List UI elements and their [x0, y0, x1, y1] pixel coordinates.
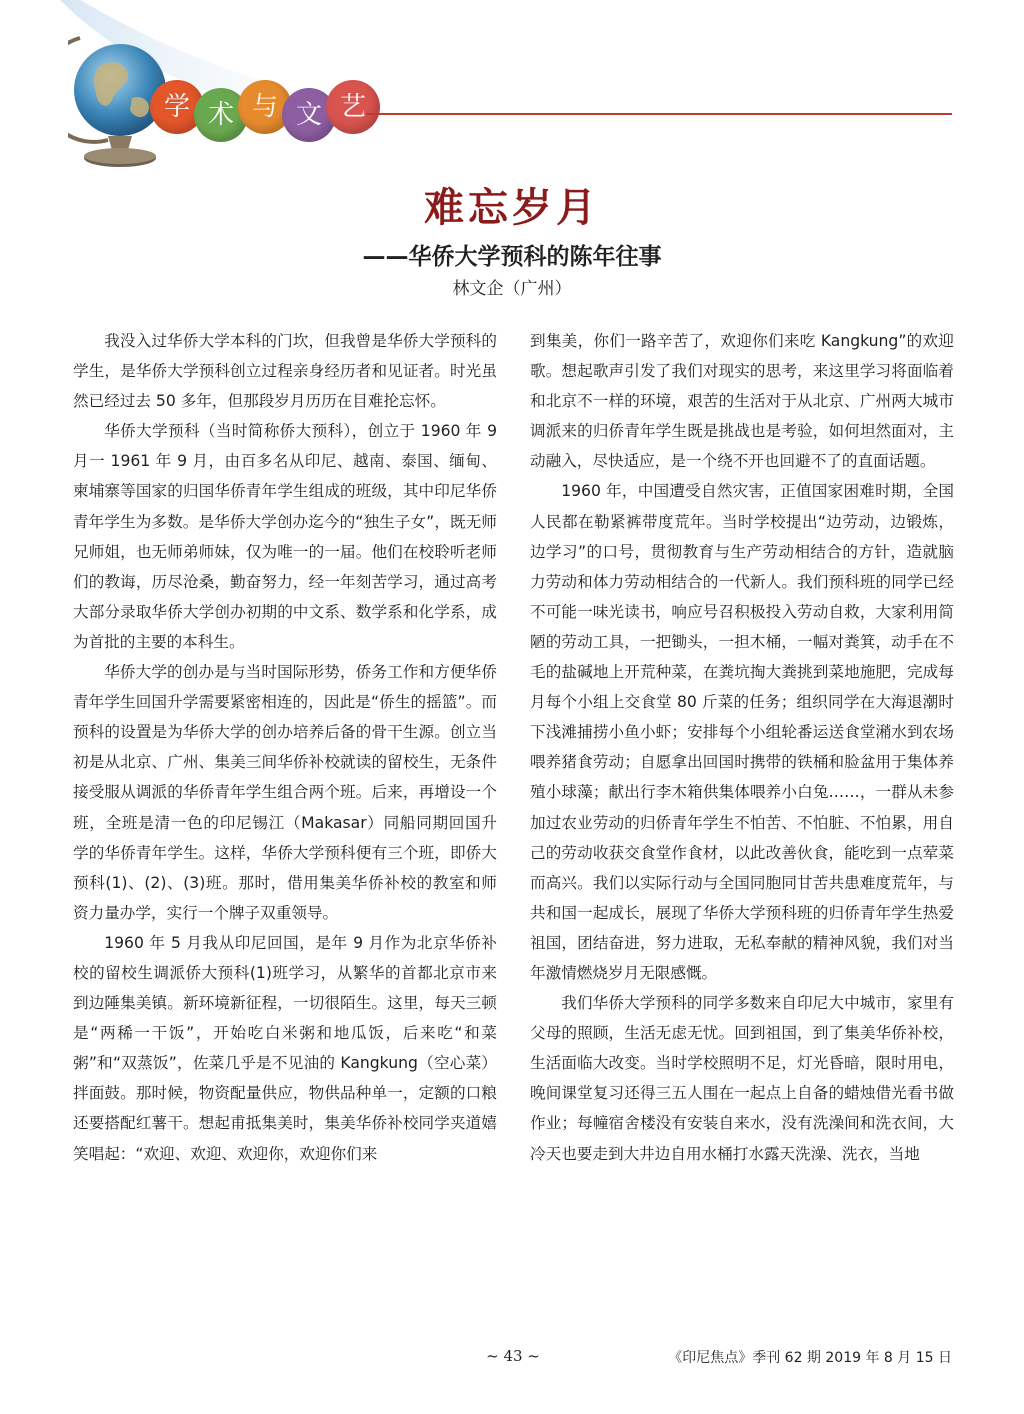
section-char: 与 — [238, 80, 292, 134]
paragraph: 1960 年 5 月我从印尼回国，是年 9 月作为北京华侨补校的留校生调派侨大预科(1)班学习，从繁华的首都北京市来到边陲集美镇。新环境新征程，一切很陌生。这里，每天三顿是“两稀一干饭”，开始吃白米粥和地瓜饭，后来吃“和菜粥”和“双蒸饭”，佐菜几乎是不见油的 Kangkung（空心菜）拌面鼓。那时候，物资配量供应，物供品种单一，定额的口粮还要搭配红薯干。想起甫抵集美时，集美华侨补校同学夹道嬉笑唱起：“欢迎、欢迎、欢迎你，欢迎你们来 — [73, 933, 497, 1163]
left-column — [73, 326, 497, 1169]
paragraph: 1960 年，中国遭受自然灾害，正值国家困难时期，全国人民都在勒紧裤带度荒年。当时学校提出“边劳动，边锻炼，边学习”的口号，贯彻教育与生产劳动相结合的方针，造就脑力劳动和体力劳动相结合的一代新人。我们预科班的同学已经不可能一味光读书，响应号召积极投入劳动自救，大家利用简陋的劳动工具，一把锄头，一担木桶，一幅对粪箕，动手在不毛的盐碱地上开荒种菜，在粪坑掏大粪挑到菜地施肥，完成每月每个小组上交食堂 80 斤菜的任务；组织同学在大海退潮时下浅滩捕捞小鱼小虾；安排每个小组轮番运送食堂潲水到农场喂养猪食劳动；自愿拿出回国时携带的铁桶和脸盆用于集体养殖小球藻；献出行李木箱供集体喂养小白兔……，一群从未参加过农业劳动的归侨青年学生不怕苦、不怕脏、不怕累，用自己的劳动收获交食堂作食材，以此改善伙食，能吃到一点荤菜而高兴。我们以实际行动与全国同胞同甘苦共患难度荒年，与共和国一起成长，展现了华侨大学预科班的归侨青年学生热爱祖国，团结奋进，努力进取，无私奉献的精神风貌，我们对当年激情燃烧岁月无限感慨。 — [530, 482, 954, 982]
section-char: 艺 — [326, 80, 380, 134]
article-subtitle: ——华侨大学预科的陈年往事 — [362, 244, 662, 270]
section-char: 学 — [150, 80, 204, 134]
publication-info: 《印尼焦点》季刊 62 期 2019 年 8 月 15 日 — [668, 1350, 952, 1366]
header-banner — [0, 0, 1024, 190]
article-title: 难忘岁月 — [424, 185, 600, 231]
paragraph: 华侨大学的创办是与当时国际形势，侨务工作和方便华侨青年学生回国升学需要紧密相连的，因此是“侨生的摇篮”。而预科的设置是为华侨大学的创办培养后备的骨干生源。创立当初是从北京、广州、集美三间华侨补校就读的留校生，无条件接受服从调派的华侨青年学生组合两个班。后来，再增设一个班，全班是清一色的印尼锡江（Makasar）同船同期回国升学的华侨青年学生。这样，华侨大学预科便有三个班，即侨大预科(1)、(2)、(3)班。那时，借用集美华侨补校的教室和师资力量办学，实行一个牌子双重领导。 — [73, 663, 497, 922]
paragraph: 华侨大学预科（当时简称侨大预科），创立于 1960 年 9 月一 1961 年 9 月，由百多名从印尼、越南、泰国、缅甸、柬埔寨等国家的归国华侨青年学生组成的班级，其中印尼华侨青年学生为多数。是华侨大学创办迄今的“独生子女”，既无师兄师姐，也无师弟师妹，仅为唯一的一届。他们在校聆听老师们的教诲，历尽沧桑，勤奋努力，经一年刻苦学习，通过高考大部分录取华侨大学创办初期的中文系、数学系和化学系，成为首批的主要的本科生。 — [73, 422, 497, 651]
section-label — [150, 80, 380, 142]
article-author: 林文企（广州） — [452, 279, 572, 299]
header-rule — [366, 113, 952, 115]
paragraph: 我们华侨大学预科的同学多数来自印尼大中城市，家里有父母的照顾，生活无虑无忧。回到祖国，到了集美华侨补校，生活面临大改变。当时学校照明不足，灯光昏暗，限时用电，晚间课堂复习还得三五人围在一起点上自备的蜡烛借光看书做作业；每幢宿舍楼没有安装自来水，没有洗澡间和洗衣间，大冷天也要走到大井边自用水桶打水露天洗澡、洗衣，当地 — [530, 994, 954, 1163]
section-char: 文 — [282, 88, 336, 142]
paragraph: 我没入过华侨大学本科的门坎，但我曾是华侨大学预科的学生，是华侨大学预科创立过程亲身经历者和见证者。时光虽然已经过去 50 多年，但那段岁月历历在目难抡忘怀。 — [73, 332, 497, 411]
right-column — [530, 326, 954, 1169]
paragraph-continuation: 到集美，你们一路辛苦了，欢迎你们来吃 Kangkung”的欢迎歌。想起歌声引发了我们对现实的思考，来这里学习将面临着和北京不一样的环境，艰苦的生活对于从北京、广州两大城市调派来的归侨青年学生既是挑战也是考验，如何坦然面对，主动融入，尽快适应，是一个绕不开也回避不了的直面话题。 — [530, 332, 954, 471]
page-number: ~ 43 ~ — [486, 1347, 540, 1365]
section-char: 术 — [194, 88, 248, 142]
